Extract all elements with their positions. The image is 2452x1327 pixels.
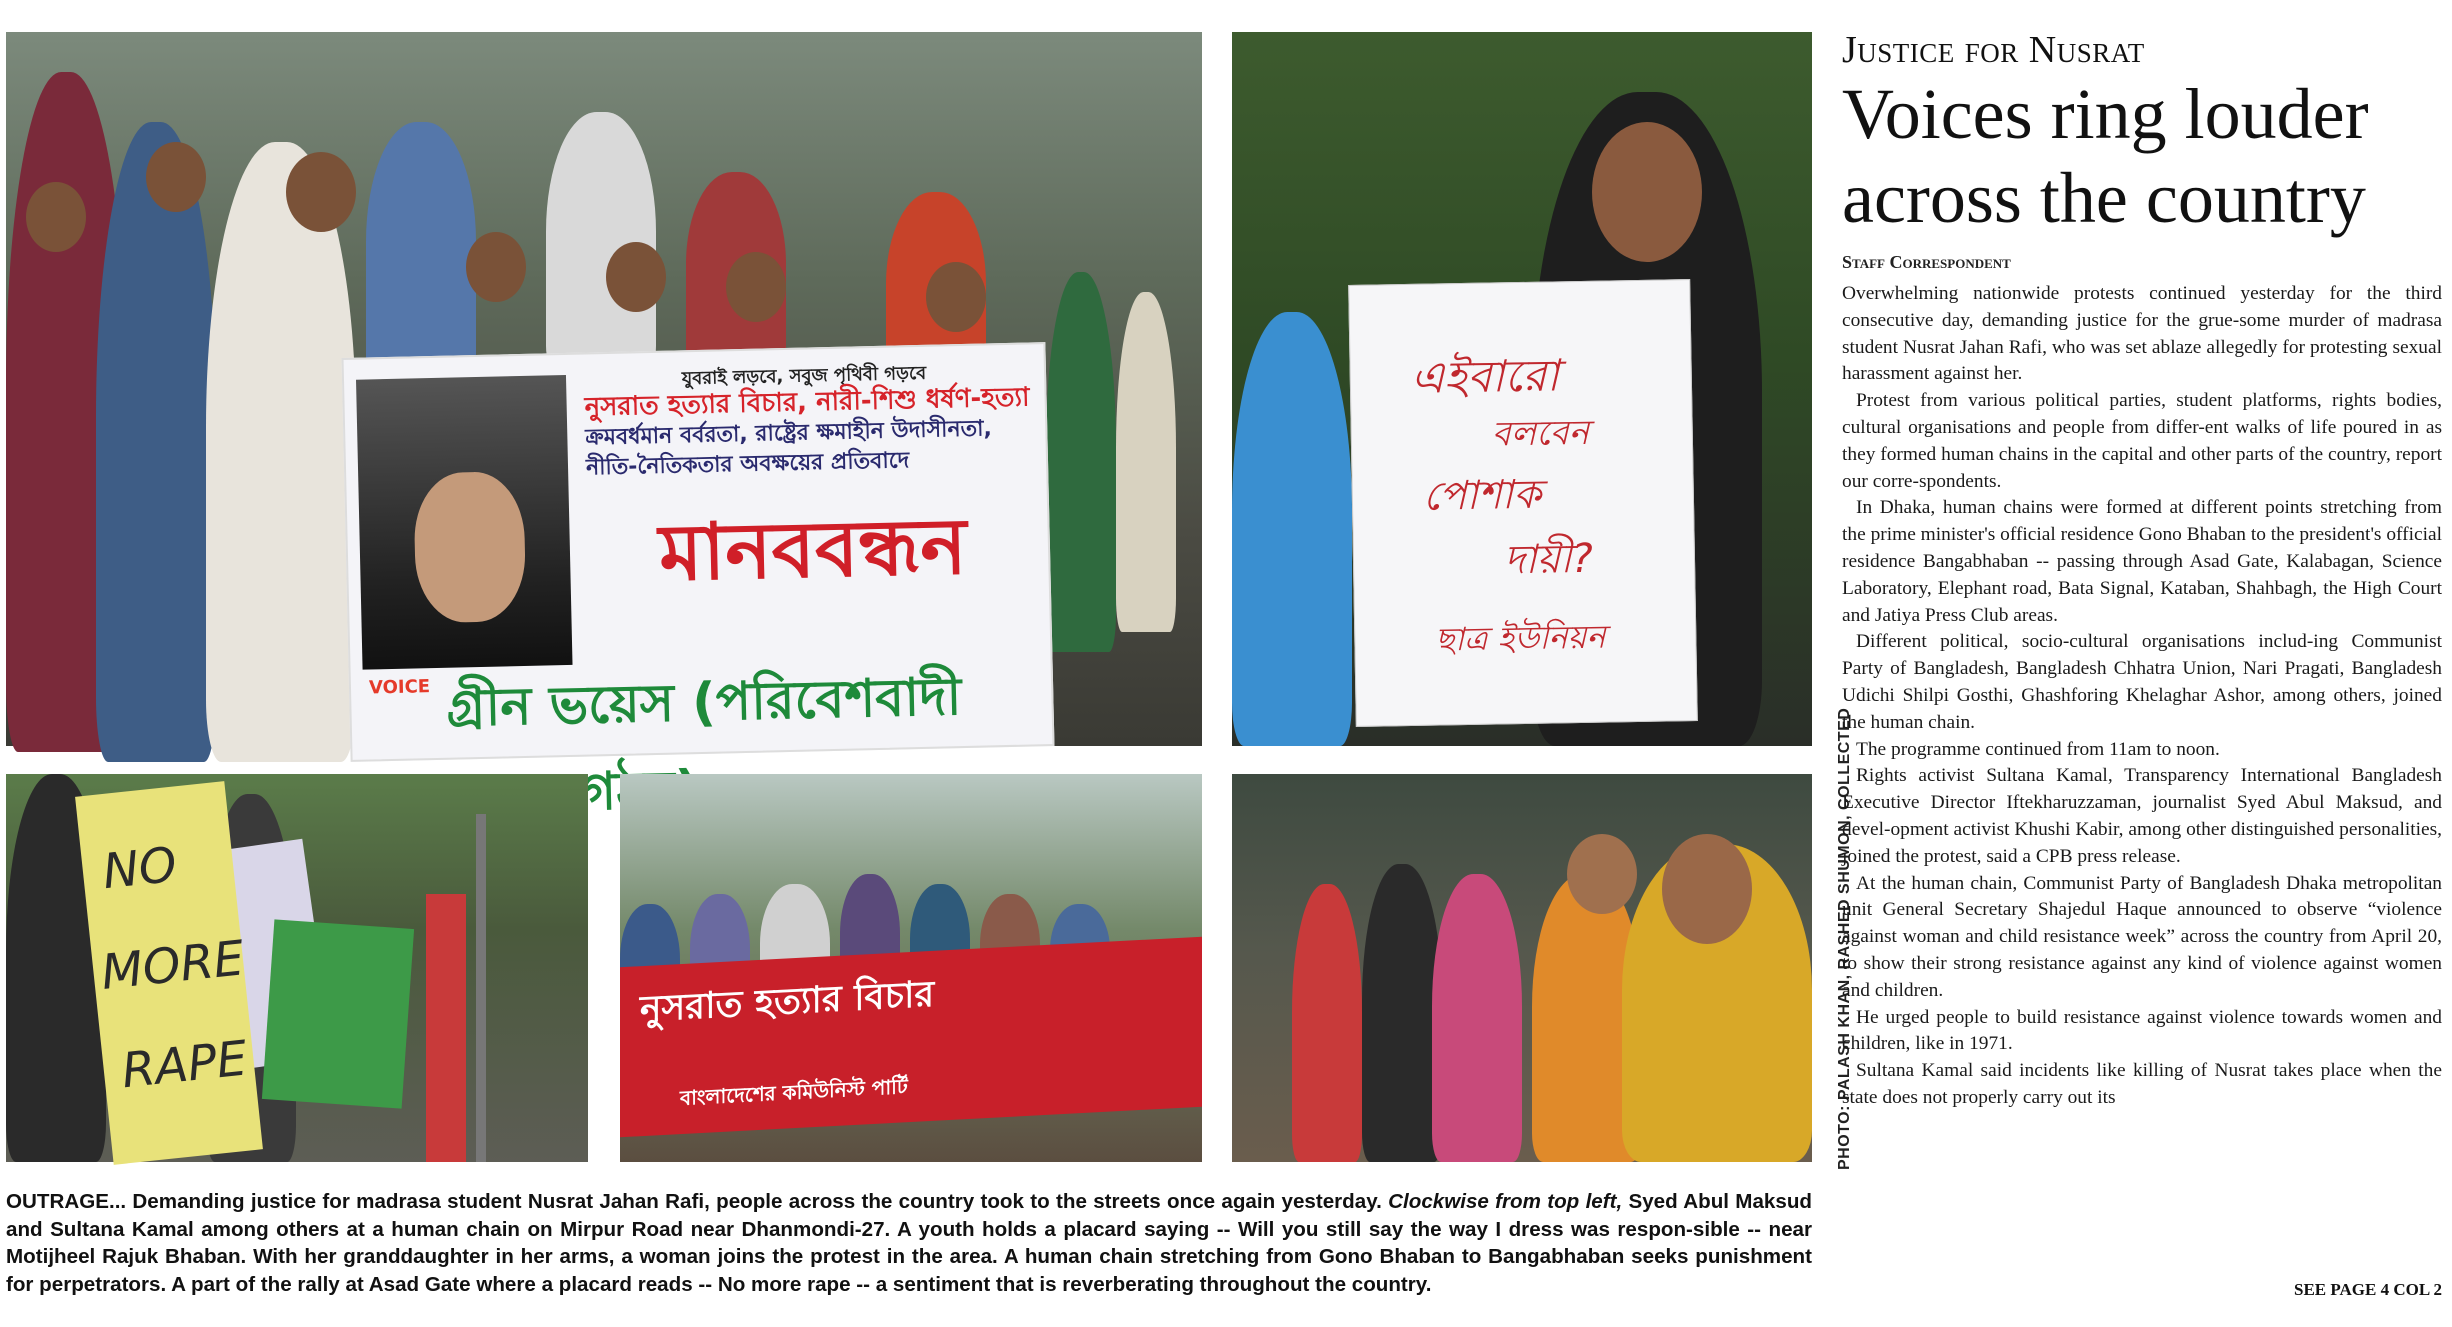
face (1567, 834, 1637, 914)
protester (206, 142, 356, 762)
article-paragraph: Protest from various political parties, student platforms, rights bodies, cultural organisations and people from differ-ent walks of life poured in as they formed human chains in the capital and other parts of the country, report our corre-spondents. (1842, 390, 2442, 492)
placard-line: এইবারো (1410, 350, 1560, 404)
banner-organisation: গ্রীন ভয়েস (পরিবেশবাদী সংগঠন) (445, 667, 963, 824)
banner-line-3: নীতি-নৈতিকতার অবক্ষয়ের প্রতিবাদে (585, 448, 910, 481)
protester (1432, 874, 1522, 1162)
photo-credit: PHOTO: PALASH KHAN, RASHED SHUMON, COLLECTED (1836, 707, 1853, 1170)
protester (1046, 272, 1116, 652)
placard-line: NO (100, 836, 180, 901)
banner-slogan: যুবরাই লড়বে, সবুজ পৃথিবী গড়বে (681, 362, 927, 390)
banner-line-1: নুসরাত হত্যার বিচার (640, 973, 935, 1031)
face (286, 152, 356, 232)
placard (1348, 279, 1698, 727)
article-paragraph: He urged people to build resistance against violence towards women and children, like in 1971. (1842, 1006, 2442, 1055)
article-paragraph: Overwhelming nationwide protests continued yesterday for the third consecutive day, demanding justice for the grue-some murder of madrasa student Nusrat Jahan Rafi, who was set ablaze allegedly for protesting sexual harassment against her. (1842, 283, 2442, 385)
headline-line-2: across the country (1842, 158, 2366, 238)
banner-line-1: নুসরাত হত্যার বিচার, নারী-শিশু ধর্ষণ-হত্যা (584, 382, 1030, 423)
photo-caption (6, 1188, 1812, 1298)
lamp-post (476, 814, 486, 1162)
red-banner (620, 937, 1202, 1138)
bystander (1232, 312, 1352, 746)
article-body (1842, 281, 2442, 1112)
kicker: Justice for Nusrat (1842, 29, 2145, 71)
placard (262, 919, 414, 1108)
protester (96, 122, 216, 762)
placard-line: ছাত্র ইউনিয়ন (1435, 617, 1606, 659)
protester (1116, 292, 1176, 632)
placard-line: RAPE (119, 1030, 250, 1100)
banner-line-2: ক্রমবর্ধমান বর্বরতা, রাষ্ট্রের ক্ষমাহীন উদাসীনতা, (585, 416, 993, 451)
photo-grandmother-granddaughter (1232, 774, 1812, 1162)
protester (1362, 864, 1442, 1162)
green-voice-logo: VOICE (368, 676, 431, 699)
headline-line-1: Voices ring louder (1842, 74, 2369, 154)
photo-placard-motijheel (1232, 32, 1812, 746)
article-paragraph: Sultana Kamal said incidents like killing of Nusrat takes place when the state does not properly carry out its (1842, 1060, 2442, 1108)
placard-line: পোশাক (1422, 471, 1542, 520)
protester (366, 122, 476, 382)
article-paragraph: In Dhaka, human chains were formed at different points stretching from the prime minister's official residence Gono Bhaban to the president's official residence Bangabhaban -- passing through Asad Gate, Kalabagan, Science Laboratory, Elephant road, Bata Signal, Kataban, Shahbagh, the High Court and Jatiya Press Club areas. (1842, 497, 2442, 626)
placard-line: MORE (98, 930, 247, 1001)
face (606, 242, 666, 312)
face (146, 142, 206, 212)
banner-title: মানববন্ধন (658, 501, 968, 599)
banner (426, 894, 466, 1162)
face (1592, 122, 1702, 262)
face (926, 262, 986, 332)
continued-reference: SEE PAGE 4 COL 2 (2294, 1280, 2442, 1299)
face (1662, 834, 1752, 944)
victim-portrait (356, 375, 573, 670)
photo-rally-asad-gate (6, 774, 588, 1162)
placard-line: দায়ী? (1503, 535, 1594, 584)
headline (1842, 72, 2442, 240)
article-paragraph: The programme continued from 11am to noon. (1856, 738, 2220, 760)
protester (1292, 884, 1362, 1162)
article-paragraph: Different political, socio-cultural organisations includ-ing Communist Party of Bangladesh, Bangladesh Chhatra Union, Nari Pragati, Bangladesh Udichi Shilpi Gosthi, Ghashforing Khelaghar Ashor, among others, joined the human chain. (1842, 631, 2442, 733)
byline: Staff Correspondent (1842, 252, 2011, 272)
placard-line: বলবেন (1491, 412, 1590, 455)
caption-italic: Clockwise from top left, (1388, 1190, 1623, 1213)
caption-lead: OUTRAGE... Demanding justice for madrasa student Nusrat Jahan Rafi, people across the country took to the streets once again yesterday. (6, 1190, 1389, 1213)
face (26, 182, 86, 252)
face (466, 232, 526, 302)
article (1842, 30, 2442, 1112)
article-paragraph: At the human chain, Communist Party of Bangladesh Dhaka metropolitan unit General Secretary Shajedul Haque announced to observe “violence against woman and child resistance week” across the country from April 20, to show their strong resistance against any kind of violence against women and children. (1842, 872, 2442, 1001)
caption-body: Syed Abul Maksud and Sultana Kamal among others at a human chain on Mirpur Road near Dhanmondi-27. A youth holds a placard saying -- Will you still say the way I dress was respon-sible -- near Motijheel Rajuk Bhaban. With her granddaughter in her arms, a woman joins the protest in the area. A human chain stretching from Gono Bhaban to Bangabhaban seeks punishment for perpetrators. A part of the rally at Asad Gate where a placard reads -- No more rape -- a sentiment that is reverberating throughout the country. (6, 1190, 1812, 1296)
photo-human-chain-mirpur-road (6, 32, 1202, 824)
photo-gono-bhaban-chain (620, 774, 1202, 1162)
banner-line-2: বাংলাদেশের কমিউনিস্ট পার্টি (680, 1074, 908, 1111)
face (726, 252, 786, 322)
protest-banner (342, 342, 1055, 824)
article-paragraph: Rights activist Sultana Kamal, Transparency International Bangladesh Executive Director Iftekharuzzaman, journalist Syed Abul Maksud, and devel-opment activist Khushi Kabir, among other distinguished personalities, joined the protest, said a CPB press release. (1842, 765, 2442, 867)
